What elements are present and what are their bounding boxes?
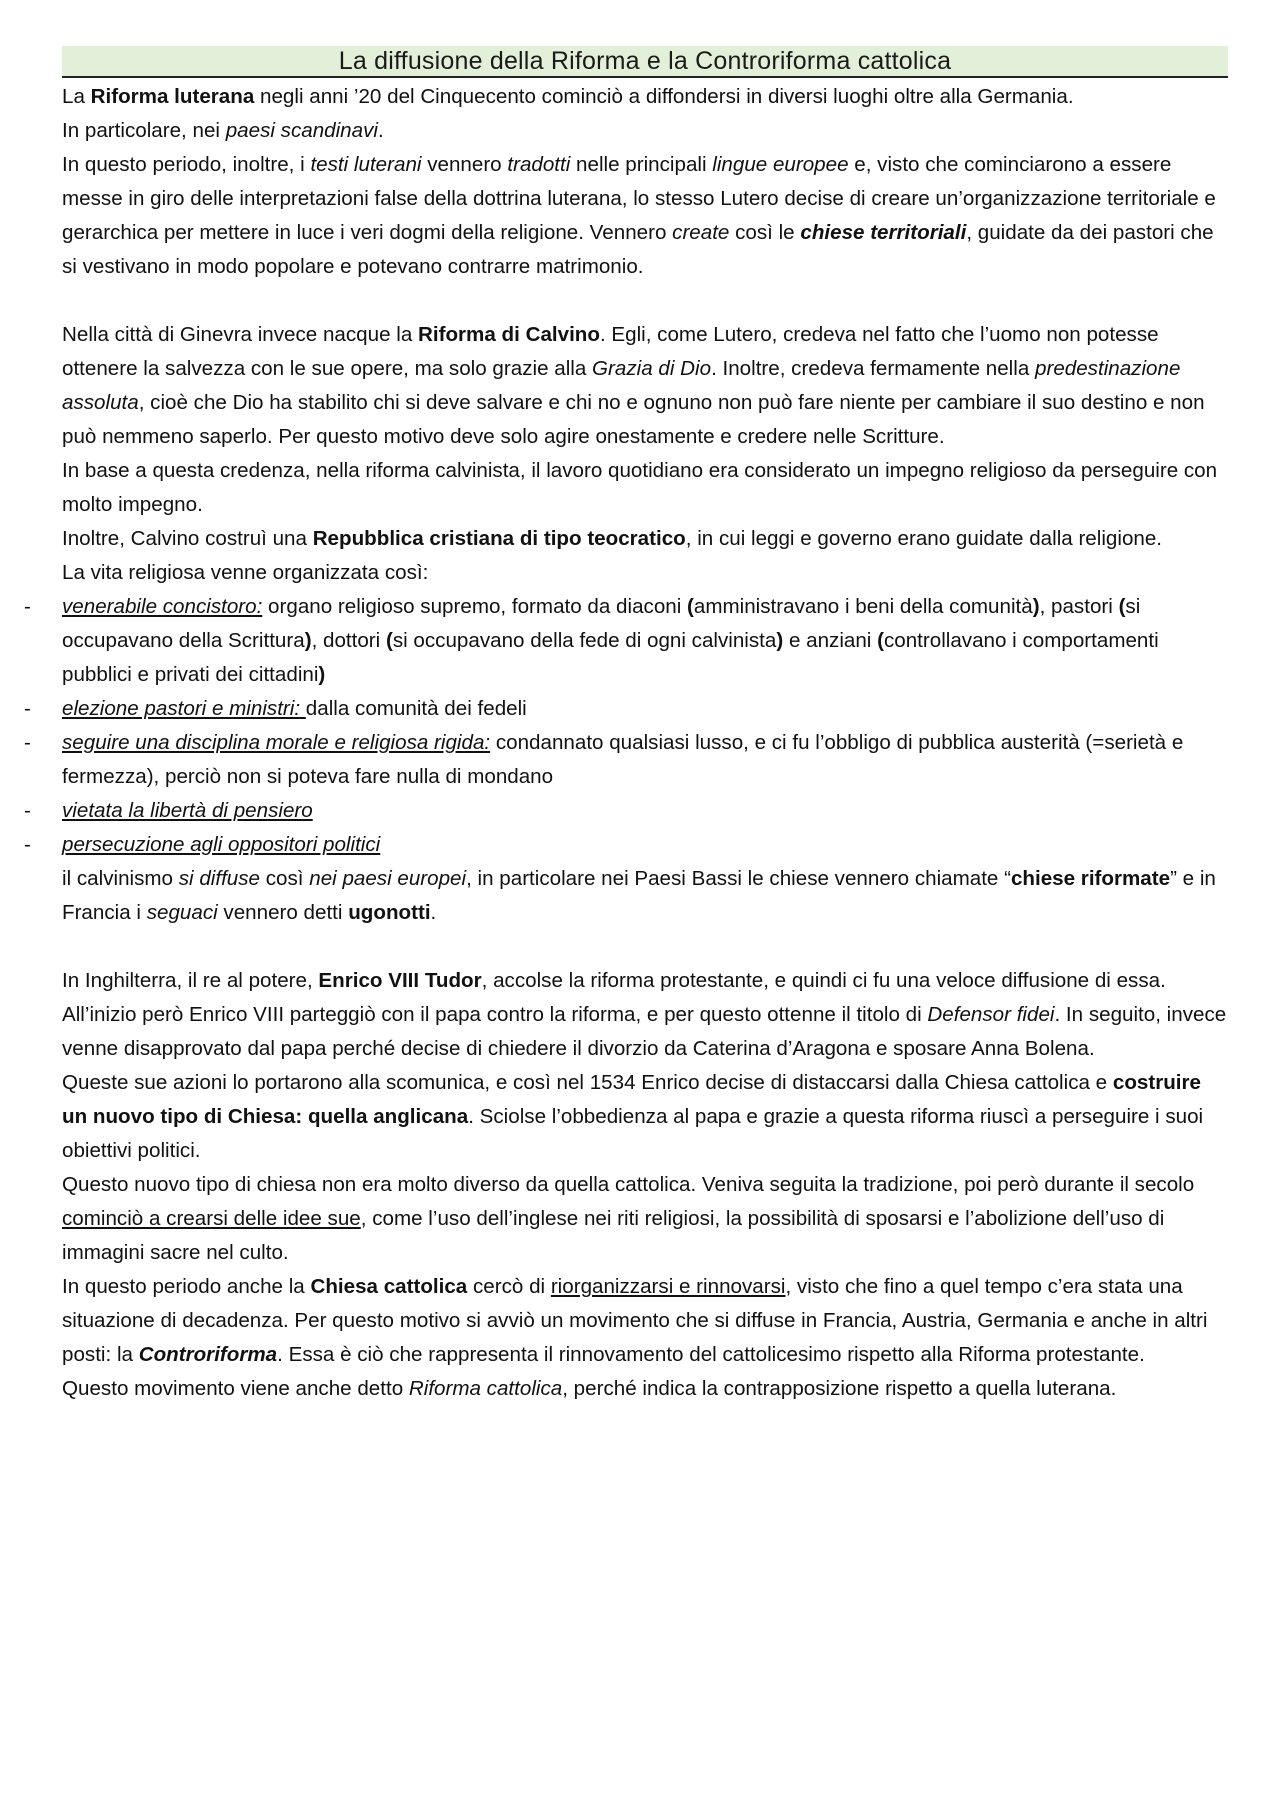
bullet-dash: - bbox=[24, 731, 31, 754]
paragraph-territorial-churches: In questo periodo, inoltre, i testi luterani vennero tradotti nelle principali lingue europee e, visto che cominciarono a essere messe in giro delle interpretazioni false della dottrina luterana, lo stesso Lutero decise di creare un’organizzazione territoriale e gerarchica per mettere in luce i veri dogmi della religione. Vennero create così le chiese territoriali, guidate da dei pastori che si vestivano in modo popolare e potevano contrarre matrimonio. bbox=[62, 153, 1216, 278]
paragraph-gap bbox=[62, 284, 1228, 318]
paragraph-anglican-differences: Questo nuovo tipo di chiesa non era molto diverso da quella cattolica. Veniva seguita la tradizione, poi però durante il secolo cominciò a crearsi delle idee sue, come l’uso dell’inglese nei riti religiosi, la possibilità di sposarsi e l’abolizione dell’uso di immagini sacre nel culto. bbox=[62, 1173, 1195, 1264]
paragraph-catholic-reform: Questo movimento viene anche detto Riforma cattolica, perché indica la contrapposizione rispetto a quella luterana. bbox=[62, 1377, 1117, 1400]
paragraph-anglican-church: Queste sue azioni lo portarono alla scomunica, e così nel 1534 Enrico decise di distaccarsi dalla Chiesa cattolica e costruire un nuovo tipo di Chiesa: quella anglicana. Sciolse l’obbedienza al papa e grazie a questa riforma riuscì a perseguire i suoi obiettivi politici. bbox=[62, 1071, 1204, 1162]
list-item: - vietata la libertà di pensiero bbox=[62, 794, 1228, 828]
paragraph-religious-life: La vita religiosa venne organizzata così: bbox=[62, 561, 429, 584]
document-title: La diffusione della Riforma e la Controriforma cattolica bbox=[62, 46, 1228, 78]
bullet-dash: - bbox=[24, 697, 31, 720]
list-item: - elezione pastori e ministri: dalla comunità dei fedeli bbox=[62, 692, 1228, 726]
list-item: - venerabile concistoro: organo religioso supremo, formato da diaconi (amministravano i beni della comunità), pastori (si occupavano della Scrittura), dottori (si occupavano della fede di ogni calvinista) e anziani (controllavano i comportamenti pubblici e privati dei cittadini) bbox=[62, 590, 1228, 692]
paragraph-defensor-fidei: All’inizio però Enrico VIII parteggiò con il papa contro la riforma, e per questo ottenne il titolo di Defensor fidei. In seguito, invece venne disapprovato dal papa perché decise di chiedere il divorzio da Caterina d’Aragona e sposare Anna Bolena. bbox=[62, 1003, 1227, 1060]
paragraph-scandinavia: In particolare, nei paesi scandinavi. bbox=[62, 119, 384, 142]
paragraph-counter-reformation: In questo periodo anche la Chiesa cattolica cercò di riorganizzarsi e rinnovarsi, visto che fino a quel tempo c’era stata una situazione di decadenza. Per questo motivo si avviò un movimento che si diffuse in Francia, Austria, Germania e anche in altri posti: la Controriforma. Essa è ciò che rappresenta il rinnovamento del cattolicesimo rispetto alla Riforma protestante. bbox=[62, 1275, 1208, 1366]
italic-term: paesi scandinavi bbox=[225, 119, 378, 142]
paragraph-calvin-reform: Nella città di Ginevra invece nacque la Riforma di Calvino. Egli, come Lutero, credeva nel fatto che l’uomo non potesse ottenere la salvezza con le sue opere, ma solo grazie alla Grazia di Dio. Inoltre, credeva fermamente nella predestinazione assoluta, cioè che Dio ha stabilito chi si deve salvare e chi no e ognuno non può fare niente per cambiare il suo destino e non può nemmeno saperlo. Per questo motivo deve solo agire onestamente e credere nelle Scritture. bbox=[62, 323, 1205, 448]
document-body bbox=[24, 80, 1228, 1406]
list-item: - persecuzione agli oppositori politici bbox=[62, 828, 1228, 862]
bullet-dash: - bbox=[24, 595, 31, 618]
paragraph-lutheran-spread: La Riforma luterana negli anni ’20 del Cinquecento cominciò a diffondersi in diversi luoghi oltre alla Germania. bbox=[62, 85, 1074, 108]
paragraph-theocratic-republic: Inoltre, Calvino costruì una Repubblica cristiana di tipo teocratico, in cui leggi e governo erano guidate dalla religione. bbox=[62, 527, 1163, 550]
bold-italic-term: chiese territoriali bbox=[800, 221, 967, 244]
paragraph-gap bbox=[62, 930, 1228, 964]
paragraph-calvinism-spread: il calvinismo si diffuse così nei paesi europei, in particolare nei Paesi Bassi le chiese vennero chiamate “chiese riformate” e in Francia i seguaci vennero detti ugonotti. bbox=[62, 867, 1216, 924]
bullet-dash: - bbox=[24, 833, 31, 856]
list-item: - seguire una disciplina morale e religiosa rigida: condannato qualsiasi lusso, e ci fu l’obbligo di pubblica austerità (=serietà e fermezza), perciò non si poteva fare nulla di mondano bbox=[62, 726, 1228, 794]
paragraph-daily-work: In base a questa credenza, nella riforma calvinista, il lavoro quotidiano era considerato un impegno religioso da perseguire con molto impegno. bbox=[62, 459, 1218, 516]
bold-term: Riforma luterana bbox=[90, 85, 255, 108]
document-page bbox=[24, 46, 1228, 1406]
bullet-dash: - bbox=[24, 799, 31, 822]
paragraph-england: In Inghilterra, il re al potere, Enrico VIII Tudor, accolse la riforma protestante, e quindi ci fu una veloce diffusione di essa. bbox=[62, 969, 1166, 992]
